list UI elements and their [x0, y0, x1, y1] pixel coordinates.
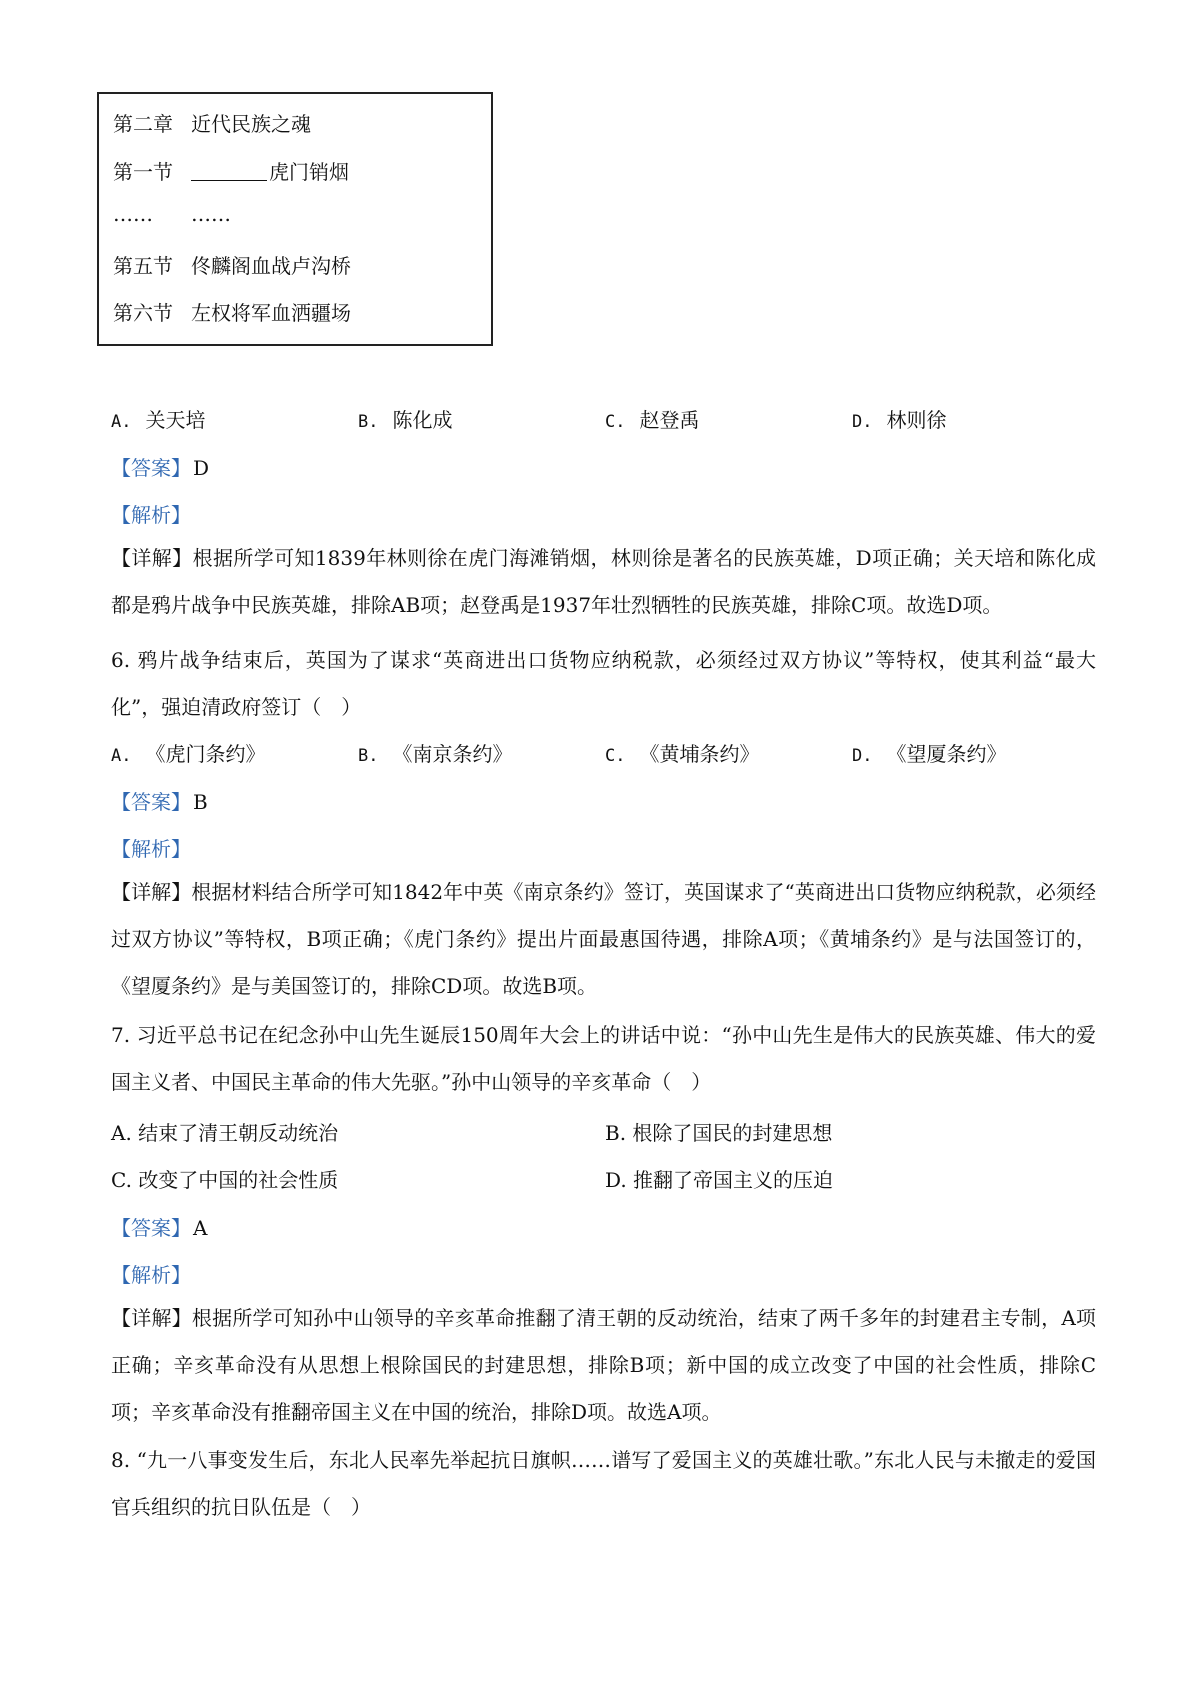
ellipsis-right: ……: [191, 202, 231, 226]
section-6-label: 第六节: [113, 301, 173, 325]
q5-option-b[interactable]: B. 陈化成: [358, 408, 453, 432]
q7-option-b[interactable]: B. 根除了国民的封建思想: [605, 1121, 833, 1145]
q5-option-c[interactable]: C. 赵登禹: [605, 408, 700, 432]
section-6-line: [113, 297, 351, 326]
q6-analysis-tag: 【解析】: [111, 837, 191, 861]
chapter-label: 第二章: [113, 112, 173, 136]
chapter-outline-box: [97, 92, 493, 346]
q6-option-b[interactable]: B. 《南京条约》: [358, 742, 513, 766]
q5-detail: 【详解】根据所学可知1839年林则徐在虎门海滩销烟，林则徐是著名的民族英雄，D项正确；关天培和陈化成都是鸦片战争中民族英雄，排除AB项；赵登禹是1937年壮烈牺牲的民族英雄，排除C项。故选D项。: [111, 546, 1097, 617]
q5-answer: 【答案】 D: [111, 456, 210, 480]
q6-answer: 【答案】 B: [111, 790, 208, 814]
chapter-line: [113, 108, 311, 137]
q7-detail: 【详解】根据所学可知孙中山领导的辛亥革命推翻了清王朝的反动统治，结束了两千多年的封建君主专制，A项正确；辛亥革命没有从思想上根除国民的封建思想，排除B项；新中国的成立改变了中国的社会性质，排除C项；辛亥革命没有推翻帝国主义在中国的统治，排除D项。故选A项。: [111, 1306, 1097, 1424]
section-5-label: 第五节: [113, 254, 173, 278]
q7-answer: 【答案】 A: [111, 1216, 208, 1240]
q5-option-a[interactable]: A. 关天培: [111, 408, 206, 432]
q8-stem: 8. “九一八事变发生后，东北人民率先举起抗日旗帜……谱写了爱国主义的英雄壮歌。”东北人民与未撤走的爱国官兵组织的抗日队伍是（ ）: [111, 1448, 1096, 1519]
q7-option-c[interactable]: C. 改变了中国的社会性质: [111, 1168, 339, 1192]
fill-in-blank: [191, 162, 267, 181]
q5-option-d[interactable]: D. 林则徐: [852, 408, 947, 432]
ellipsis-left: ……: [113, 202, 153, 226]
q6-option-d[interactable]: D. 《望厦条约》: [852, 742, 1007, 766]
q7-stem: 7. 习近平总书记在纪念孙中山先生诞辰150周年大会上的讲话中说：“孙中山先生是伟大的民族英雄、伟大的爱国主义者、中国民主革命的伟大先驱。”孙中山领导的辛亥革命（ ）: [111, 1023, 1096, 1094]
q6-detail: 【详解】根据材料结合所学可知1842年中英《南京条约》签订，英国谋求了“英商进出口货物应纳税款，必须经过双方协议”等特权，B项正确；《虎门条约》提出片面最惠国待遇，排除A项；《黄埔条约》是与法国签订的，《望厦条约》是与美国签订的，排除CD项。故选B项。: [111, 880, 1097, 998]
q6-stem: 6. 鸦片战争结束后，英国为了谋求“英商进出口货物应纳税款，必须经过双方协议”等特权，使其利益“最大化”，强迫清政府签订（ ）: [111, 648, 1096, 719]
section-1-title: 虎门销烟: [269, 160, 349, 184]
q6-option-c[interactable]: C. 《黄埔条约》: [605, 742, 760, 766]
ellipsis-line: [113, 202, 231, 226]
q7-analysis-tag: 【解析】: [111, 1263, 191, 1287]
q7-option-a[interactable]: A. 结束了清王朝反动统治: [111, 1121, 339, 1145]
section-1-label: 第一节: [113, 160, 173, 184]
section-5-title: 佟麟阁血战卢沟桥: [191, 254, 351, 278]
q7-option-d[interactable]: D. 推翻了帝国主义的压迫: [605, 1168, 834, 1192]
section-5-line: [113, 250, 351, 279]
section-6-title: 左权将军血洒疆场: [191, 301, 351, 325]
q5-analysis-tag: 【解析】: [111, 503, 191, 527]
q6-option-a[interactable]: A. 《虎门条约》: [111, 742, 266, 766]
chapter-title: 近代民族之魂: [191, 112, 311, 136]
section-1-line: [113, 156, 349, 185]
